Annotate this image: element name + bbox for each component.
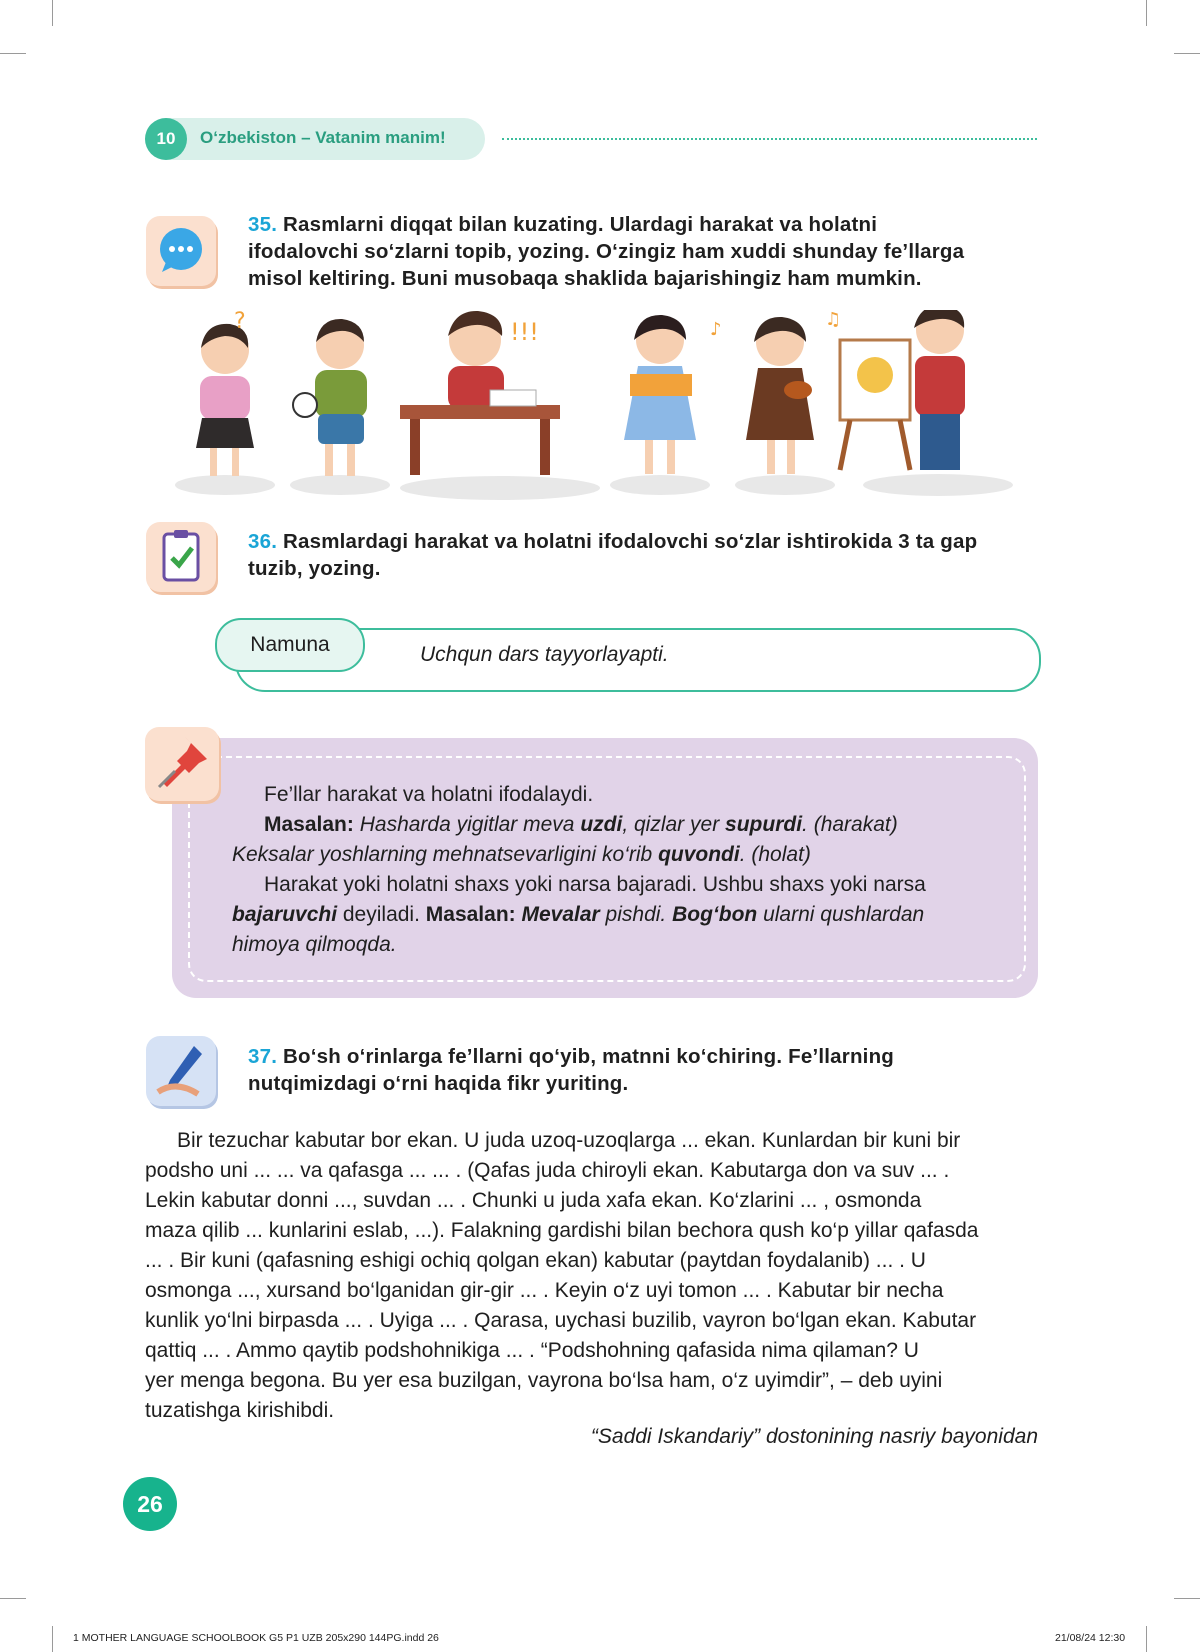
rule-text: himoya qilmoqda. (232, 933, 397, 956)
story-line: osmonga ..., xursand bo‘lganidan gir-gir ... . Keyin o‘z uyi tomon ... . Kabutar bir necha (145, 1279, 944, 1302)
rule-text: , qizlar yer (622, 813, 720, 836)
rule-text: . (harakat) (802, 813, 898, 836)
rule-line (232, 900, 924, 930)
task-36-line: tuzib, yozing. (248, 557, 381, 580)
story-line: yer menga begona. Bu yer esa buzilgan, vayrona bo‘lsa ham, o‘z uyimdir”, – deb uyini (145, 1369, 943, 1392)
task-37-line: nutqimizdagi o‘rni haqida fikr yuriting. (248, 1072, 629, 1095)
rule-term: Mevalar (521, 903, 600, 926)
story-line: tuzatishga kirishibdi. (145, 1399, 335, 1422)
rule-verb: uzdi (580, 813, 623, 836)
rule-text: Keksalar yoshlarning mehnatsevarligini ko‘rib (232, 843, 653, 866)
story-source: “Saddi Iskandariy” dostonining nasriy bayonidan (590, 1425, 1038, 1448)
girl-reading (624, 315, 696, 474)
crop-mark (1146, 0, 1147, 26)
story-line: kunlik yo‘lni birpasda ... . Uyiga ... . Qarasa, uychasi buzilib, vayron bo‘lgan ekan. Kabutar (145, 1309, 977, 1332)
crop-mark (52, 0, 53, 26)
task-36-line: Rasmlardagi harakat va holatni ifodalovchi so‘zlar ishtirokida 3 ta gap (283, 530, 978, 553)
story-line: podsho uni ... ... va qafasga ... ... . (Qafas juda chiroyli ekan. Kabutarga don va suv ... . (145, 1159, 950, 1182)
rule-text: ularni qushlardan (757, 903, 925, 926)
crop-mark (1174, 1598, 1200, 1599)
pushpin-icon (145, 727, 219, 801)
boy-with-ball (293, 319, 367, 476)
rule-term: bajaruvchi (232, 903, 338, 926)
task-35-number: 35. (248, 213, 278, 236)
svg-text:♪: ♪ (710, 319, 722, 340)
task-35-text (248, 211, 964, 292)
rule-verb: supurdi (725, 813, 803, 836)
task-36-number: 36. (248, 530, 278, 553)
story-line: maza qilib ... kunlarini eslab, ...). Falakning gardishi bilan bechora qush ko‘p yillar qafasda (145, 1219, 979, 1242)
girl-violin (710, 310, 841, 474)
chapter-number: 10 (145, 118, 187, 160)
story-line: Lekin kabutar donni ..., suvdan ... . Chunki u juda xafa ekan. Ko‘zlarini ... , osmonda (145, 1189, 922, 1212)
clipboard-check-icon (146, 522, 216, 592)
rule-line (264, 780, 593, 810)
task-35-line: misol keltiring. Buni musobaqa shaklida bajarishingiz ham mumkin. (248, 267, 922, 290)
crop-mark (0, 53, 26, 54)
story-line: ... . Bir kuni (qafasning eshigi ochiq qolgan ekan) kabutar (paytdan foydalanib) ... . U (145, 1249, 926, 1272)
svg-text:!!!: !!! (510, 318, 539, 346)
rule-example-label: Masalan: (425, 903, 516, 926)
story-line: Bir tezuchar kabutar bor ekan. U juda uzoq-uzoqlarga ... ekan. Kunlardan bir kuni bir (177, 1129, 961, 1152)
svg-text:♫: ♫ (825, 310, 842, 330)
crop-mark (52, 1626, 53, 1652)
crop-mark (1146, 1626, 1147, 1652)
rule-verb: quvondi (658, 843, 740, 866)
print-slug-file: 1 MOTHER LANGUAGE SCHOOLBOOK G5 P1 UZB 205x290 144PG.indd 26 (73, 1632, 439, 1644)
rule-text: . (holat) (739, 843, 811, 866)
task-35-line: ifodalovchi so‘zlarni topib, yozing. O‘zingiz ham xuddi shunday fe’llarga (248, 240, 965, 263)
rule-line (232, 930, 397, 960)
print-slug-date: 21/08/24 12:30 (1055, 1632, 1126, 1644)
header-divider (502, 138, 1037, 140)
rule-text: Harakat yoki holatni shaxs yoki narsa bajaradi. Ushbu shaxs yoki narsa (264, 873, 926, 896)
rule-line (232, 840, 811, 870)
page-number: 26 (123, 1477, 177, 1531)
task-37-number: 37. (248, 1045, 278, 1068)
crop-mark (1174, 53, 1200, 54)
boy-at-desk (400, 311, 560, 475)
svg-text:?: ? (234, 310, 246, 334)
example-label: Namuna (215, 618, 365, 672)
rule-line (264, 870, 926, 900)
crop-mark (0, 1598, 26, 1599)
children-illustration (170, 310, 1030, 505)
rule-example-label: Masalan: (264, 813, 354, 836)
task-35-line: Rasmlarni diqqat bilan kuzating. Ulardagi harakat va holatni (283, 213, 878, 236)
rule-text: pishdi. (599, 903, 667, 926)
girl-thinking (196, 310, 254, 476)
task-37-text (248, 1043, 894, 1097)
task-36-text (248, 528, 977, 582)
rule-term: Bog‘bon (672, 903, 758, 926)
rule-text: Fe’llar harakat va holatni ifodalaydi. (264, 783, 594, 806)
rule-line (264, 810, 898, 840)
pen-writing-icon (146, 1036, 216, 1106)
chapter-title: O‘zbekiston – Vatanim manim! (200, 128, 446, 147)
task-37-line: Bo‘sh o‘rinlarga fe’llarni qo‘yib, matnni ko‘chiring. Fe’llarning (283, 1045, 895, 1068)
story-line: qattiq ... . Ammo qaytib podshohnikiga ... . “Podshohning qafasida nima qilaman? U (145, 1339, 919, 1362)
rule-text: Hasharda yigitlar meva (359, 813, 575, 836)
example-sentence: Uchqun dars tayyorlayapti. (420, 643, 669, 666)
rule-text: deyiladi. (337, 903, 420, 926)
speech-bubble-icon (146, 216, 216, 286)
boy-painting (840, 310, 965, 470)
